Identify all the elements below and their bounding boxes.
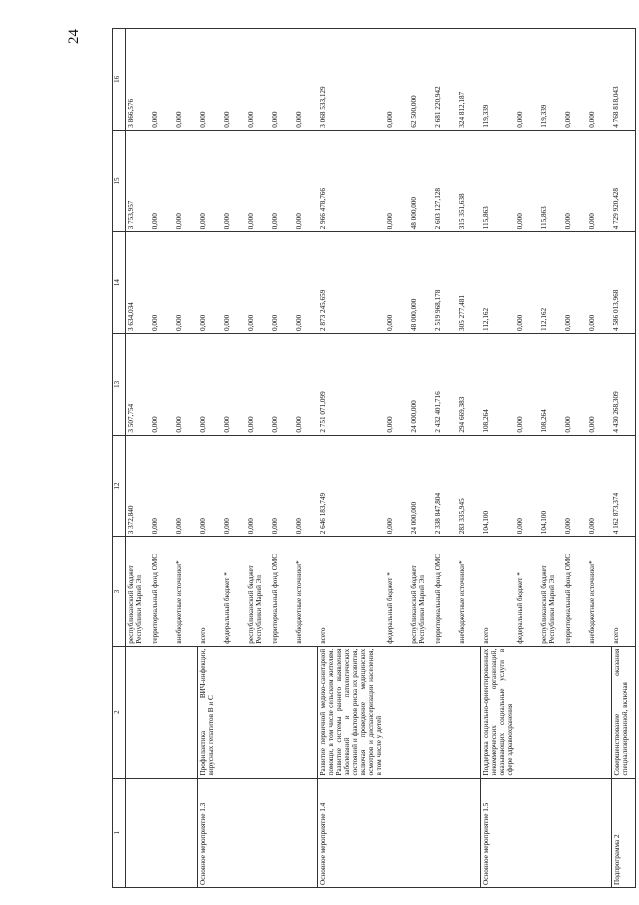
table-row (246, 29, 270, 888)
amount-cell: 0,000 (246, 130, 270, 232)
amount-cell: 0,000 (246, 435, 270, 537)
funding-source-cell: внебюджетные источники* (457, 537, 481, 646)
amount-cell: 0,000 (587, 130, 611, 232)
amount-cell: 3 753,957 (126, 130, 150, 232)
amount-cell: 115,863 (539, 130, 563, 232)
measure-name-cell: Профилактика ВИЧ-инфекции, вирусных гепатитов В и С (198, 646, 222, 778)
measure-id-cell (150, 778, 174, 887)
amount-cell: 48 000,000 (409, 130, 433, 232)
column-header-4: 13 (113, 333, 126, 435)
amount-cell: 112,162 (481, 232, 516, 334)
amount-cell: 4 768 818,043 (611, 29, 635, 131)
amount-cell: 2 681 220,942 (433, 29, 457, 131)
measure-id-cell: Основное мероприятие 1.3 (198, 778, 222, 887)
amount-cell: 0,000 (222, 435, 246, 537)
table-row (539, 29, 563, 888)
page-number: 24 (66, 29, 82, 44)
funding-source-cell: федеральный бюджет * (515, 537, 539, 646)
measure-id-cell (222, 778, 246, 887)
amount-cell: 0,000 (587, 29, 611, 131)
amount-cell: 0,000 (150, 29, 174, 131)
amount-cell: 24 000,000 (409, 435, 433, 537)
amount-cell: 0,000 (587, 435, 611, 537)
amount-cell: 0,000 (270, 435, 294, 537)
amount-cell: 0,000 (385, 232, 409, 334)
amount-cell: 0,000 (563, 29, 587, 131)
budget-table (112, 28, 636, 888)
measure-id-cell (294, 778, 318, 887)
measure-id-cell (270, 778, 294, 887)
amount-cell: 0,000 (246, 29, 270, 131)
amount-cell: 0,000 (198, 232, 222, 334)
table-row (294, 29, 318, 888)
amount-cell: 283 335,945 (457, 435, 481, 537)
amount-cell: 0,000 (294, 435, 318, 537)
measure-id-cell (515, 778, 539, 887)
amount-cell: 0,000 (246, 232, 270, 334)
amount-cell: 2 338 847,804 (433, 435, 457, 537)
table-row (587, 29, 611, 888)
amount-cell: 0,000 (198, 130, 222, 232)
funding-source-cell: всего (198, 537, 222, 646)
measure-name-cell: Совершенствование оказания специализированной, включая (611, 646, 635, 778)
table-row (126, 29, 150, 888)
column-header-5: 14 (113, 232, 126, 334)
amount-cell: 0,000 (385, 333, 409, 435)
table-row (150, 29, 174, 888)
amount-cell: 0,000 (150, 232, 174, 334)
amount-cell: 2 751 071,099 (318, 333, 385, 435)
funding-source-cell: всего (481, 537, 516, 646)
amount-cell: 108,264 (539, 333, 563, 435)
amount-cell: 0,000 (515, 130, 539, 232)
amount-cell: 0,000 (563, 435, 587, 537)
measure-name-cell (150, 646, 174, 778)
amount-cell: 115,863 (481, 130, 516, 232)
amount-cell: 104,100 (481, 435, 516, 537)
amount-cell: 294 669,383 (457, 333, 481, 435)
amount-cell: 0,000 (385, 29, 409, 131)
amount-cell: 0,000 (385, 435, 409, 537)
amount-cell: 24 000,000 (409, 333, 433, 435)
measure-id-cell: Основное мероприятие 1.5 (481, 778, 516, 887)
measure-id-cell (409, 778, 433, 887)
funding-source-cell: всего (318, 537, 385, 646)
amount-cell: 0,000 (222, 333, 246, 435)
funding-source-cell: федеральный бюджет * (222, 537, 246, 646)
funding-source-cell: внебюджетные источники* (587, 537, 611, 646)
amount-cell: 48 000,000 (409, 232, 433, 334)
amount-cell: 0,000 (563, 333, 587, 435)
amount-cell: 3 507,754 (126, 333, 150, 435)
amount-cell: 4 586 013,968 (611, 232, 635, 334)
amount-cell: 0,000 (587, 232, 611, 334)
measure-id-cell: Подпрограмма 2 (611, 778, 635, 887)
table-row (433, 29, 457, 888)
amount-cell: 112,162 (539, 232, 563, 334)
funding-source-cell: республиканский бюджет Республики Марий Эл (126, 537, 150, 646)
measure-name-cell: Развитие первичной медико-санитарной помощи, в том числе сельским жителям. Развитие системы раннего выявления заболеваний и патологических состояний и факторов риска их развития, включая проведение медицинских осмотров и диспансеризации населения, в том числе у детей (318, 646, 385, 778)
amount-cell: 0,000 (515, 435, 539, 537)
amount-cell: 0,000 (174, 435, 198, 537)
column-header-7: 16 (113, 29, 126, 131)
amount-cell: 4 162 873,374 (611, 435, 635, 537)
amount-cell: 0,000 (174, 29, 198, 131)
funding-source-cell: территориальный фонд ОМС (433, 537, 457, 646)
measure-id-cell (563, 778, 587, 887)
measure-name-cell (539, 646, 563, 778)
amount-cell: 0,000 (515, 333, 539, 435)
amount-cell: 4 729 920,428 (611, 130, 635, 232)
amount-cell: 0,000 (198, 435, 222, 537)
measure-name-cell (409, 646, 433, 778)
amount-cell: 0,000 (515, 29, 539, 131)
table-row (457, 29, 481, 888)
amount-cell: 0,000 (246, 333, 270, 435)
amount-cell: 104,100 (539, 435, 563, 537)
amount-cell: 0,000 (150, 333, 174, 435)
amount-cell: 119,339 (539, 29, 563, 131)
amount-cell: 0,000 (198, 333, 222, 435)
table-row (222, 29, 246, 888)
column-header-6: 15 (113, 130, 126, 232)
table-row (318, 29, 385, 888)
funding-source-cell: федеральный бюджет * (385, 537, 409, 646)
measure-id-cell (126, 778, 150, 887)
amount-cell: 0,000 (294, 29, 318, 131)
amount-cell: 0,000 (563, 130, 587, 232)
amount-cell: 3 866,576 (126, 29, 150, 131)
funding-source-cell: республиканский бюджет Республики Марий Эл (246, 537, 270, 646)
amount-cell: 0,000 (385, 130, 409, 232)
amount-cell: 2 432 401,716 (433, 333, 457, 435)
amount-cell: 62 500,000 (409, 29, 433, 131)
measure-name-cell (222, 646, 246, 778)
funding-source-cell: внебюджетные источники* (294, 537, 318, 646)
measure-name-cell (126, 646, 150, 778)
amount-cell: 3 372,840 (126, 435, 150, 537)
table-row (409, 29, 433, 888)
amount-cell: 2 646 183,749 (318, 435, 385, 537)
measure-name-cell (294, 646, 318, 778)
amount-cell: 305 277,481 (457, 232, 481, 334)
funding-source-cell: территориальный фонд ОМС (270, 537, 294, 646)
amount-cell: 0,000 (174, 130, 198, 232)
table-row (611, 29, 635, 888)
amount-cell: 0,000 (515, 232, 539, 334)
measure-id-cell: Основное мероприятие 1.4 (318, 778, 385, 887)
amount-cell: 2 966 478,766 (318, 130, 385, 232)
table-row (481, 29, 516, 888)
measure-id-cell (457, 778, 481, 887)
amount-cell: 119,339 (481, 29, 516, 131)
measure-name-cell (587, 646, 611, 778)
funding-source-cell: республиканский бюджет Республики Марий Эл (539, 537, 563, 646)
amount-cell: 0,000 (150, 130, 174, 232)
measure-name-cell (246, 646, 270, 778)
measure-name-cell (433, 646, 457, 778)
amount-cell: 0,000 (198, 29, 222, 131)
amount-cell: 0,000 (150, 435, 174, 537)
column-header-1: 2 (113, 646, 126, 778)
measure-id-cell (385, 778, 409, 887)
measure-name-cell (174, 646, 198, 778)
column-header-3: 12 (113, 435, 126, 537)
amount-cell: 0,000 (222, 130, 246, 232)
amount-cell: 0,000 (587, 333, 611, 435)
table-row (563, 29, 587, 888)
measure-id-cell (433, 778, 457, 887)
amount-cell: 0,000 (294, 130, 318, 232)
table-row (385, 29, 409, 888)
column-header-2: 3 (113, 537, 126, 646)
funding-source-cell: всего (611, 537, 635, 646)
funding-source-cell: внебюджетные источники* (174, 537, 198, 646)
table-row (270, 29, 294, 888)
amount-cell: 0,000 (174, 232, 198, 334)
amount-cell: 315 351,638 (457, 130, 481, 232)
amount-cell: 3 634,034 (126, 232, 150, 334)
measure-name-cell (563, 646, 587, 778)
measure-id-cell (539, 778, 563, 887)
amount-cell: 0,000 (270, 130, 294, 232)
amount-cell: 0,000 (222, 232, 246, 334)
amount-cell: 108,264 (481, 333, 516, 435)
measure-name-cell (515, 646, 539, 778)
table-row (515, 29, 539, 888)
table-body (126, 29, 636, 888)
measure-id-cell (174, 778, 198, 887)
funding-source-cell: территориальный фонд ОМС (150, 537, 174, 646)
amount-cell: 0,000 (174, 333, 198, 435)
measure-name-cell (385, 646, 409, 778)
amount-cell: 324 812,187 (457, 29, 481, 131)
measure-name-cell: Поддержка социально-ориентированных некоммерческих организаций, оказывающих социальные услуги в сфере здравоохранения (481, 646, 516, 778)
amount-cell: 0,000 (270, 232, 294, 334)
table-row (198, 29, 222, 888)
amount-cell: 4 430 268,309 (611, 333, 635, 435)
funding-source-cell: республиканский бюджет Республики Марий Эл (409, 537, 433, 646)
budget-table-rotated (112, 28, 629, 888)
table-row (174, 29, 198, 888)
column-header-0: 1 (113, 778, 126, 887)
amount-cell: 0,000 (563, 232, 587, 334)
measure-name-cell (457, 646, 481, 778)
table-header-row (113, 29, 126, 888)
amount-cell: 3 068 533,129 (318, 29, 385, 131)
measure-id-cell (587, 778, 611, 887)
amount-cell: 2 603 127,128 (433, 130, 457, 232)
amount-cell: 0,000 (294, 232, 318, 334)
amount-cell: 0,000 (270, 29, 294, 131)
amount-cell: 0,000 (294, 333, 318, 435)
measure-name-cell (270, 646, 294, 778)
measure-id-cell (246, 778, 270, 887)
amount-cell: 0,000 (270, 333, 294, 435)
amount-cell: 0,000 (222, 29, 246, 131)
amount-cell: 2 519 968,178 (433, 232, 457, 334)
amount-cell: 2 873 245,659 (318, 232, 385, 334)
funding-source-cell: территориальный фонд ОМС (563, 537, 587, 646)
